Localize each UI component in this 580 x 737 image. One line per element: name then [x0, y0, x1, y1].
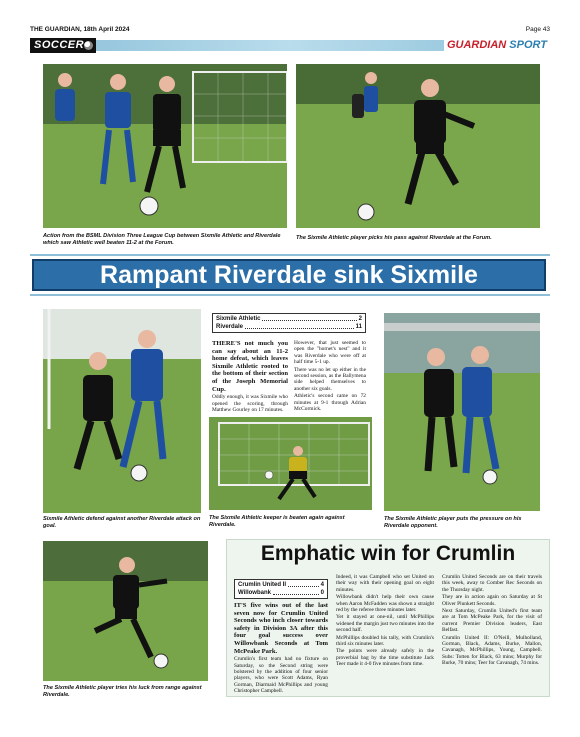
story-1-paragraph: Oddly enough, it was Sixmile who opened the scoring, through Matthew Gourley on 17 minutes. — [212, 394, 288, 413]
score-team: Crumlin United II — [238, 582, 286, 588]
story-2-column-1 — [234, 602, 328, 696]
story-2-paragraph: Indeed, it was Campbell who set United on their way with their opening goal on eight minutes. — [336, 574, 434, 593]
score-team: Sixmile Athletic — [216, 316, 261, 322]
section-label: SOCCER — [30, 38, 96, 53]
score-goals: 4 — [320, 582, 324, 588]
story-1-paragraph: Athletic's second came on 72 minutes at 9-1 through Adrian McCormick. — [294, 393, 366, 413]
story-2-column-3 — [442, 574, 542, 668]
dot-leader — [262, 315, 356, 321]
caption-photo-1: Action from the BSML Division Three League Cup between Sixmile Athletic and Riverdale which saw Athletic well beaten 11-2 at the Forum. — [43, 233, 281, 246]
dot-leader — [273, 589, 319, 595]
score-goals: 2 — [358, 316, 362, 322]
story-1-column-2 — [294, 340, 366, 413]
story-2-paragraph: Crumlin's first team had no fixture on Saturday, so the Second string were bolstered by the addition of four senior players, who were Scott Adams, Ryan Gorman, Diarmaid McPhillips and young Christopher Campbell. — [234, 656, 328, 695]
story-2-paragraph: Crumlin United Seconds are on their travels this week, away to Comber Rec Seconds on the Thursday night. — [442, 574, 542, 593]
caption-photo-4: The Sixmile Athletic keeper is beaten again against Riverdale. — [209, 515, 345, 528]
story-1-paragraph: However, that just seemed to open the "hornet's nest" and it was Riverdale who were off at half time 5-1 up. — [294, 340, 366, 366]
story-1-column-1 — [212, 340, 288, 414]
brand-guardian: GUARDIAN — [446, 39, 507, 51]
scorebox-story-2 — [234, 579, 328, 599]
story-2-paragraph: Willowbank didn't help their own cause when Aaron McFadden was shown a straight red by the referee three minutes later. — [336, 594, 434, 614]
masthead — [30, 26, 550, 36]
dot-leader — [245, 323, 354, 329]
story-2-column-2 — [336, 574, 434, 669]
page-number: Page 43 — [525, 26, 550, 33]
story-2-paragraph: The points were already safely in the proverbial bag by the time substitute Jack Teer made it 4-0 five minutes from time. — [336, 648, 434, 668]
photo-3 — [43, 309, 201, 513]
story-2-paragraph: Yet it stayed at one-nil, until McPhillips widened the margin just two minutes into the second half. — [336, 614, 434, 634]
caption-photo-5: The Sixmile Athletic player puts the pressure on his Riverdale opponent. — [384, 516, 522, 529]
headline-story-2: Emphatic win for Crumlin — [260, 542, 516, 565]
story-2-paragraph: Crumlin United II: O'Neill, Mulholland, Gorman, Black, Adams, Burke, Mallon, Cavanagh, McPhillips, Young, Campbell. Subs: Totten for Black, 63 mins; Murphy for Burke, 70 mins; Teer for Cavanagh, 74 mins. — [442, 634, 542, 667]
dot-leader — [288, 581, 319, 587]
section-bar — [30, 38, 550, 53]
story-1-lead: THERE'S not much you can say about an 11-2 home defeat, which leaves Sixmile Athletic rooted to the bottom of their section of the Joseph Memorial Cup. — [212, 340, 288, 393]
score-team: Riverdale — [216, 324, 244, 330]
story-2-paragraph: They are in action again on Saturday at St Oliver Plunkett Seconds. — [442, 594, 542, 607]
score-row — [216, 323, 362, 331]
caption-photo-3: Sixmile Athletic defend against another Riverdale attack on goal. — [43, 516, 201, 529]
photo-6 — [43, 541, 208, 681]
football-icon — [84, 41, 93, 50]
score-goals: 0 — [320, 590, 324, 596]
photo-1 — [43, 64, 287, 228]
story-2-paragraph: McPhillips doubled his tally, with Crumlin's third six minutes later. — [336, 634, 434, 648]
score-row — [238, 589, 324, 597]
caption-photo-2: The Sixmile Athletic player picks his pass against Riverdale at the Forum. — [296, 235, 492, 241]
score-team: Willowbank — [238, 590, 271, 596]
photo-4 — [209, 417, 372, 510]
score-row — [238, 581, 324, 589]
brand-logo — [444, 38, 550, 53]
brand-sport: SPORT — [509, 39, 547, 51]
story-2-paragraph: Next Saturday, Crumlin United's first team are at Tom McPeake Park, for the visit of current Premier Division leaders, East Belfast. — [442, 608, 542, 634]
score-goals: 11 — [355, 324, 362, 330]
headline-band — [30, 254, 550, 296]
scorebox-story-1 — [212, 313, 366, 333]
photo-5 — [384, 313, 540, 511]
publication-date: THE GUARDIAN, 18th April 2024 — [30, 26, 130, 33]
story-2-lead: IT'S five wins out of the last seven now for Crumlin United Seconds who inch closer towards safety in Division 3A after this four goal success over Willowbank Seconds at Tom McPeake Park. — [234, 602, 328, 655]
photo-2 — [296, 64, 540, 228]
score-row — [216, 315, 362, 323]
story-1-paragraph: There was no let up either in the second session, as the Ballymena side helped themselves to another six goals. — [294, 366, 366, 392]
caption-photo-6: The Sixmile Athletic player tries his luck from range against Riverdale. — [43, 685, 202, 698]
headline-story-1: Rampant Riverdale sink Sixmile — [32, 259, 546, 291]
